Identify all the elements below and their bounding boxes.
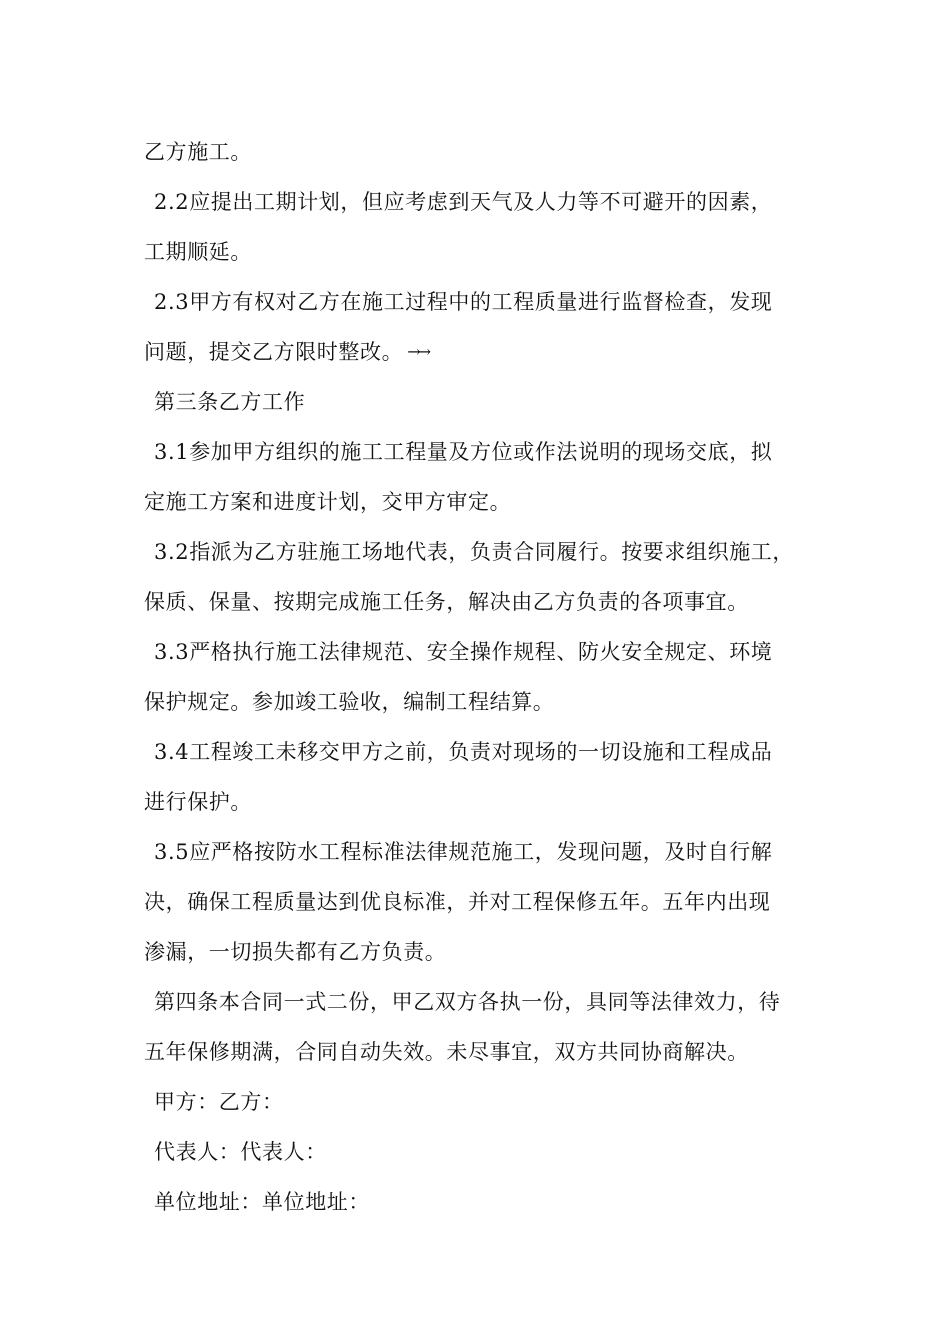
signature-address-line: 单位地址：单位地址：	[154, 1190, 370, 1214]
section-heading-4: 第四条本合同一式二份，甲乙双方各执一份，具同等法律效力，待	[154, 990, 781, 1014]
text-line-13: 3.4工程竣工未移交甲方之前，负责对现场的一切设施和工程成品	[154, 740, 773, 764]
text-line-5: 问题，提交乙方限时整改。	[144, 340, 404, 364]
text-line-12: 保护规定。参加竣工验收，编制工程结算。	[144, 690, 555, 714]
section-heading-3: 第三条乙方工作	[154, 390, 306, 414]
text-line-10: 保质、保量、按期完成施工任务，解决由乙方负责的各项事宜。	[144, 590, 749, 614]
text-line-9: 3.2指派为乙方驻施工场地代表，负责合同履行。按要求组织施工，	[154, 540, 794, 564]
signature-representative-line: 代表人：代表人：	[154, 1140, 327, 1164]
text-line-16: 决，确保工程质量达到优良标准，并对工程保修五年。五年内出现	[144, 890, 771, 914]
text-line-15: 3.5应严格按防水工程标准法律规范施工，发现问题，及时自行解	[154, 840, 773, 864]
text-line-5-wrapper	[144, 337, 428, 367]
revision-arrow-icon: →→	[407, 342, 429, 361]
text-line-3: 工期顺延。	[144, 240, 252, 264]
text-line-14: 进行保护。	[144, 790, 252, 814]
text-line-8: 定施工方案和进度计划，交甲方审定。	[144, 490, 512, 514]
text-line-11: 3.3严格执行施工法律规范、安全操作规程、防火安全规定、环境	[154, 640, 773, 664]
text-line-17: 渗漏，一切损失都有乙方负责。	[144, 940, 447, 964]
text-line-2: 2.2应提出工期计划，但应考虑到天气及人力等不可避开的因素，	[154, 190, 773, 214]
text-line-1: 乙方施工。	[144, 140, 252, 164]
signature-party-line: 甲方：乙方：	[154, 1090, 284, 1114]
text-line-4: 2.3甲方有权对乙方在施工过程中的工程质量进行监督检查，发现	[154, 290, 773, 314]
text-line-7: 3.1参加甲方组织的施工工程量及方位或作法说明的现场交底，拟	[154, 440, 773, 464]
text-line-19: 五年保修期满，合同自动失效。未尽事宜，双方共同协商解决。	[144, 1040, 749, 1064]
